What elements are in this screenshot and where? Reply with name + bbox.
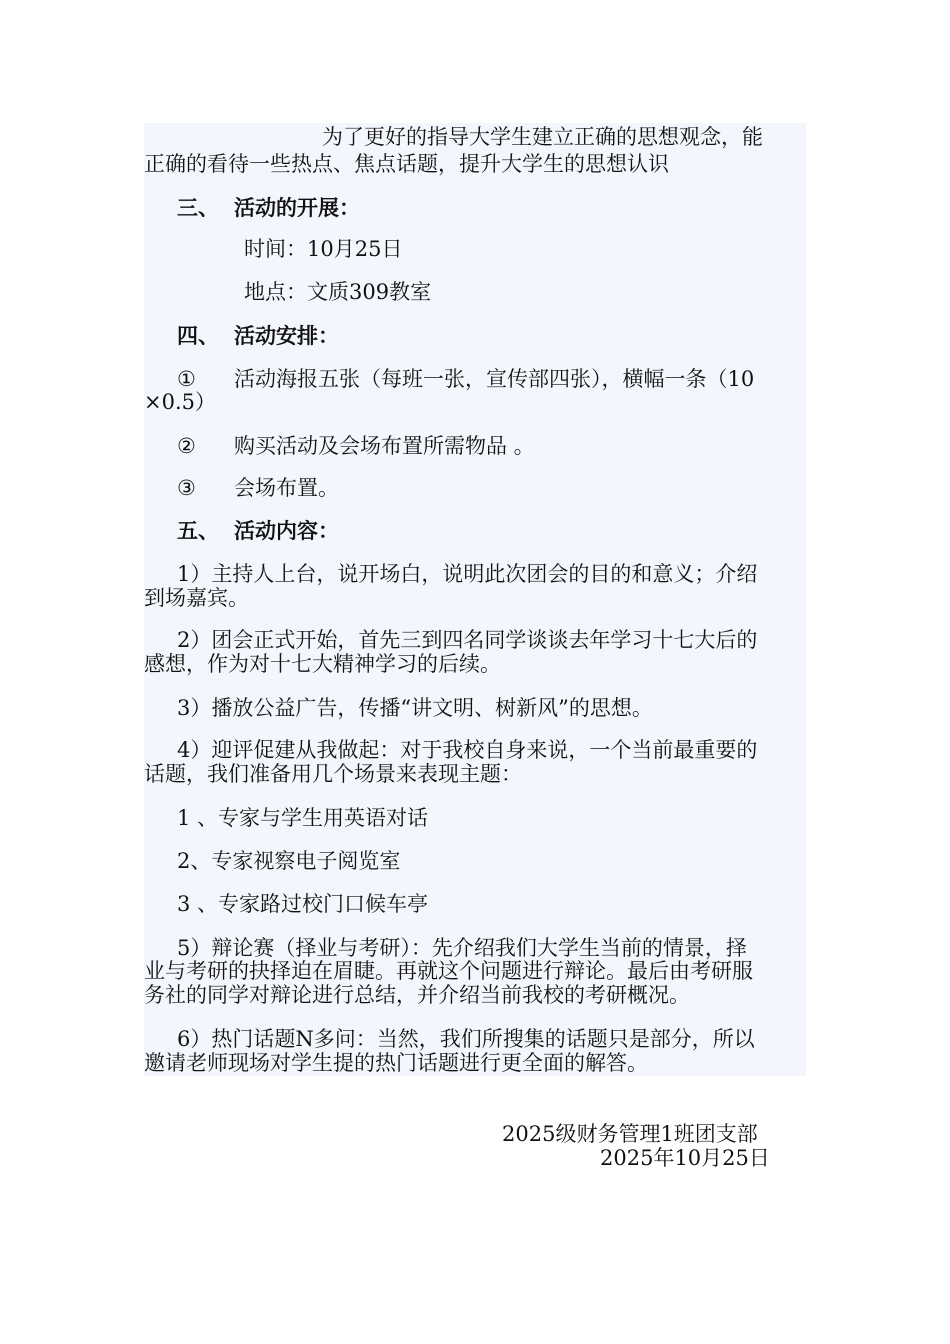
activity-place: 地点：文质309教室 (244, 280, 432, 304)
content-p6-line-2: 邀请老师现场对学生提的热门话题进行更全面的解答。 (144, 1051, 648, 1075)
content-p4-line-2: 话题，我们准备用几个场景来表现主题： (144, 762, 522, 786)
signature-organization: 2025级财务管理1班团支部 (502, 1122, 758, 1146)
content-p1-line-2: 到场嘉宾。 (144, 586, 249, 610)
arrangement-item-1-text: 活动海报五张（每班一张，宣传部四张），横幅一条（10 (234, 367, 755, 391)
section-5-number: 五、 (177, 518, 219, 543)
content-p4-line-1: 4）迎评促建从我做起：对于我校自身来说，一个当前最重要的 (177, 738, 758, 762)
section-5-heading (144, 516, 806, 545)
signature-date: 2025年10月25日 (600, 1146, 770, 1170)
arrangement-item-2-mark: ② (177, 434, 196, 458)
content-p2-line-2: 感想，作为对十七大精神学习的后续。 (144, 652, 501, 676)
document-body (144, 123, 806, 1076)
arrangement-item-1-mark: ① (177, 367, 196, 391)
content-p2-line-1: 2）团会正式开始，首先三到四名同学谈谈去年学习十七大后的 (177, 628, 758, 652)
scene-1: 1 、专家与学生用英语对话 (177, 806, 429, 830)
content-p3-line-1: 3）播放公益广告，传播“讲文明、树新风”的思想。 (177, 696, 653, 720)
intro-line-1: 为了更好的指导大学生建立正确的思想观念，能 (322, 125, 763, 149)
arrangement-item-3-mark: ③ (177, 476, 196, 500)
content-p5-line-1: 5）辩论赛（择业与考研）：先介绍我们大学生当前的情景，择 (177, 936, 747, 960)
arrangement-item-2 (144, 432, 806, 461)
scene-3: 3 、专家路过校门口候车亭 (177, 892, 429, 916)
activity-time: 时间：10月25日 (244, 237, 403, 261)
arrangement-item-3 (144, 474, 806, 503)
arrangement-item-2-text: 购买活动及会场布置所需物品 。 (234, 434, 535, 458)
scene-2: 2、专家视察电子阅览室 (177, 849, 401, 873)
section-3-title: 活动的开展： (234, 195, 360, 220)
content-p5-line-3: 务社的同学对辩论进行总结，并介绍当前我校的考研概况。 (144, 983, 690, 1007)
section-4-title: 活动安排： (234, 323, 339, 348)
arrangement-item-3-text: 会场布置。 (234, 476, 339, 500)
section-5-title: 活动内容： (234, 518, 339, 543)
intro-line-2: 正确的看待一些热点、焦点话题，提升大学生的思想认识 (144, 152, 669, 176)
content-p5-line-2: 业与考研的抉择迫在眉睫。再就这个问题进行辩论。最后由考研服 (144, 959, 753, 983)
section-4-heading (144, 321, 806, 350)
content-p1-line-1: 1）主持人上台，说开场白，说明此次团会的目的和意义；介绍 (177, 562, 758, 586)
section-3-number: 三、 (177, 195, 219, 220)
section-4-number: 四、 (177, 323, 219, 348)
section-3-heading (144, 193, 806, 222)
arrangement-item-1-cont: ×0.5） (144, 390, 216, 414)
content-p6-line-1: 6）热门话题N多问：当然，我们所搜集的话题只是部分，所以 (177, 1027, 755, 1051)
